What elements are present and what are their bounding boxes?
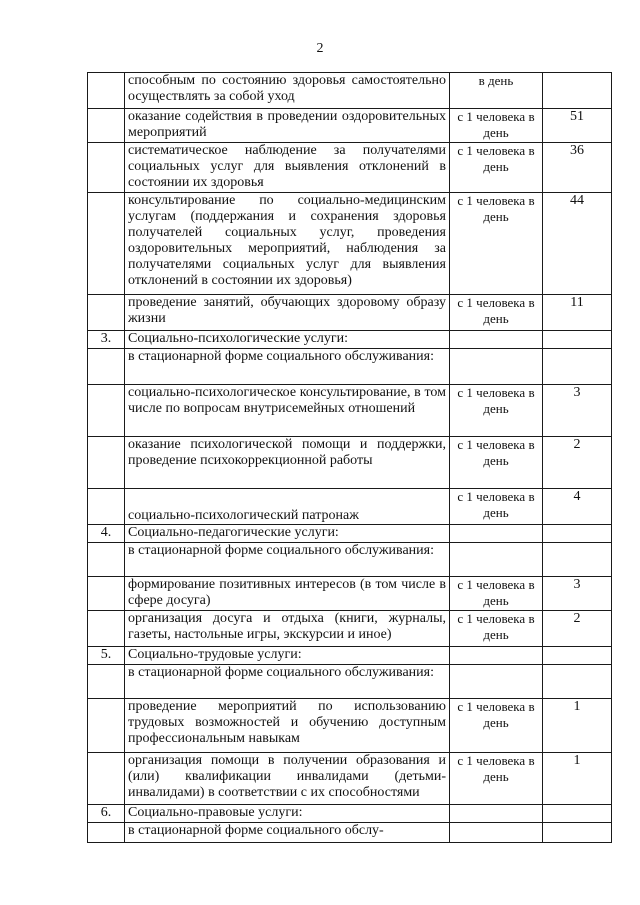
row-number-cell: 5. [88, 647, 125, 665]
value-cell [543, 349, 612, 385]
table-row [88, 331, 612, 349]
table-row [88, 109, 612, 143]
row-number-cell [88, 295, 125, 331]
service-description-cell: Социально-психологические услуги: [125, 331, 450, 349]
row-number-cell: 3. [88, 331, 125, 349]
service-description-cell: формирование позитивных интересов (в том числе в сфере досуга) [125, 577, 450, 611]
service-description-cell: в стационарной форме социального обслуживания: [125, 543, 450, 577]
row-number-cell [88, 543, 125, 577]
service-description-cell: Социально-педагогические услуги: [125, 525, 450, 543]
table-row [88, 349, 612, 385]
unit-cell [450, 349, 543, 385]
unit-cell: с 1 человека в день [450, 295, 543, 331]
row-number-cell [88, 823, 125, 843]
value-cell: 51 [543, 109, 612, 143]
table-row [88, 525, 612, 543]
service-description-cell: социально-психологический патронаж [125, 489, 450, 525]
row-number-cell [88, 665, 125, 699]
value-cell [543, 805, 612, 823]
value-cell: 2 [543, 437, 612, 489]
row-number-cell: 6. [88, 805, 125, 823]
unit-cell: с 1 человека в день [450, 489, 543, 525]
row-number-cell [88, 349, 125, 385]
service-description-cell: Социально-трудовые услуги: [125, 647, 450, 665]
table-row [88, 295, 612, 331]
value-cell: 11 [543, 295, 612, 331]
table-body [88, 73, 612, 843]
unit-cell: с 1 человека в день [450, 699, 543, 753]
unit-cell: с 1 человека в день [450, 577, 543, 611]
service-description-cell: в стационарной форме социального обслу- [125, 823, 450, 843]
row-number-cell [88, 143, 125, 193]
service-description-cell: социально-психологическое консультирование, в том числе по вопросам внутрисемейных отношений [125, 385, 450, 437]
row-number-cell: 4. [88, 525, 125, 543]
value-cell: 36 [543, 143, 612, 193]
unit-cell [450, 525, 543, 543]
value-cell: 3 [543, 577, 612, 611]
value-cell [543, 543, 612, 577]
value-cell [543, 647, 612, 665]
unit-cell [450, 823, 543, 843]
unit-cell: с 1 человека в день [450, 109, 543, 143]
service-description-cell: оказание содействия в проведении оздоровительных мероприятий [125, 109, 450, 143]
value-cell: 3 [543, 385, 612, 437]
unit-cell: с 1 человека в день [450, 611, 543, 647]
service-description-cell: Социально-правовые услуги: [125, 805, 450, 823]
service-description-cell: в стационарной форме социального обслуживания: [125, 349, 450, 385]
unit-cell: с 1 человека в день [450, 753, 543, 805]
value-cell: 44 [543, 193, 612, 295]
row-number-cell [88, 753, 125, 805]
service-description-cell: в стационарной форме социального обслуживания: [125, 665, 450, 699]
row-number-cell [88, 489, 125, 525]
service-description-cell: консультирование по социально-медицинским услугам (поддержания и сохранения здоровья получателей социальных услуг, проведения оздоровительных мероприятий, наблюдения за получателями социальных услуг для выявления отклонений в состоянии их здоровья) [125, 193, 450, 295]
service-description-cell: способным по состоянию здоровья самостоятельно осуществлять за собой уход [125, 73, 450, 109]
unit-cell: с 1 человека в день [450, 143, 543, 193]
service-description-cell: организация помощи в получении образования и (или) квалификации инвалидами (детьми-инвалидами) в соответствии с их способностями [125, 753, 450, 805]
table-row [88, 611, 612, 647]
page-number: 2 [316, 41, 324, 56]
value-cell [543, 73, 612, 109]
table-row [88, 193, 612, 295]
value-cell [543, 331, 612, 349]
unit-cell: с 1 человека в день [450, 385, 543, 437]
table-row [88, 543, 612, 577]
value-cell [543, 823, 612, 843]
row-number-cell [88, 699, 125, 753]
row-number-cell [88, 577, 125, 611]
value-cell: 1 [543, 699, 612, 753]
table-row [88, 647, 612, 665]
unit-cell [450, 543, 543, 577]
service-description-cell: организация досуга и отдыха (книги, журналы, газеты, настольные игры, экскурсии и иное) [125, 611, 450, 647]
services-table [87, 72, 612, 843]
unit-cell: с 1 человека в день [450, 437, 543, 489]
value-cell: 1 [543, 753, 612, 805]
unit-cell [450, 805, 543, 823]
table-row [88, 577, 612, 611]
unit-cell: с 1 человека в день [450, 193, 543, 295]
table-row [88, 489, 612, 525]
service-description-cell: систематическое наблюдение за получателями социальных услуг для выявления отклонений в состоянии их здоровья [125, 143, 450, 193]
row-number-cell [88, 109, 125, 143]
unit-cell [450, 665, 543, 699]
row-number-cell [88, 437, 125, 489]
table-row [88, 823, 612, 843]
value-cell: 4 [543, 489, 612, 525]
value-cell [543, 525, 612, 543]
table-row [88, 665, 612, 699]
table-row [88, 805, 612, 823]
table-row [88, 143, 612, 193]
row-number-cell [88, 73, 125, 109]
row-number-cell [88, 385, 125, 437]
row-number-cell [88, 611, 125, 647]
unit-cell: в день [450, 73, 543, 109]
table-row [88, 385, 612, 437]
unit-cell [450, 647, 543, 665]
table-row [88, 753, 612, 805]
service-description-cell: оказание психологической помощи и поддержки, проведение психокоррекционной работы [125, 437, 450, 489]
service-description-cell: проведение занятий, обучающих здоровому образу жизни [125, 295, 450, 331]
value-cell [543, 665, 612, 699]
service-description-cell: проведение мероприятий по использованию трудовых возможностей и обучению доступным профессиональным навыкам [125, 699, 450, 753]
unit-cell [450, 331, 543, 349]
value-cell: 2 [543, 611, 612, 647]
row-number-cell [88, 193, 125, 295]
table-row [88, 73, 612, 109]
table-row [88, 699, 612, 753]
table-row [88, 437, 612, 489]
